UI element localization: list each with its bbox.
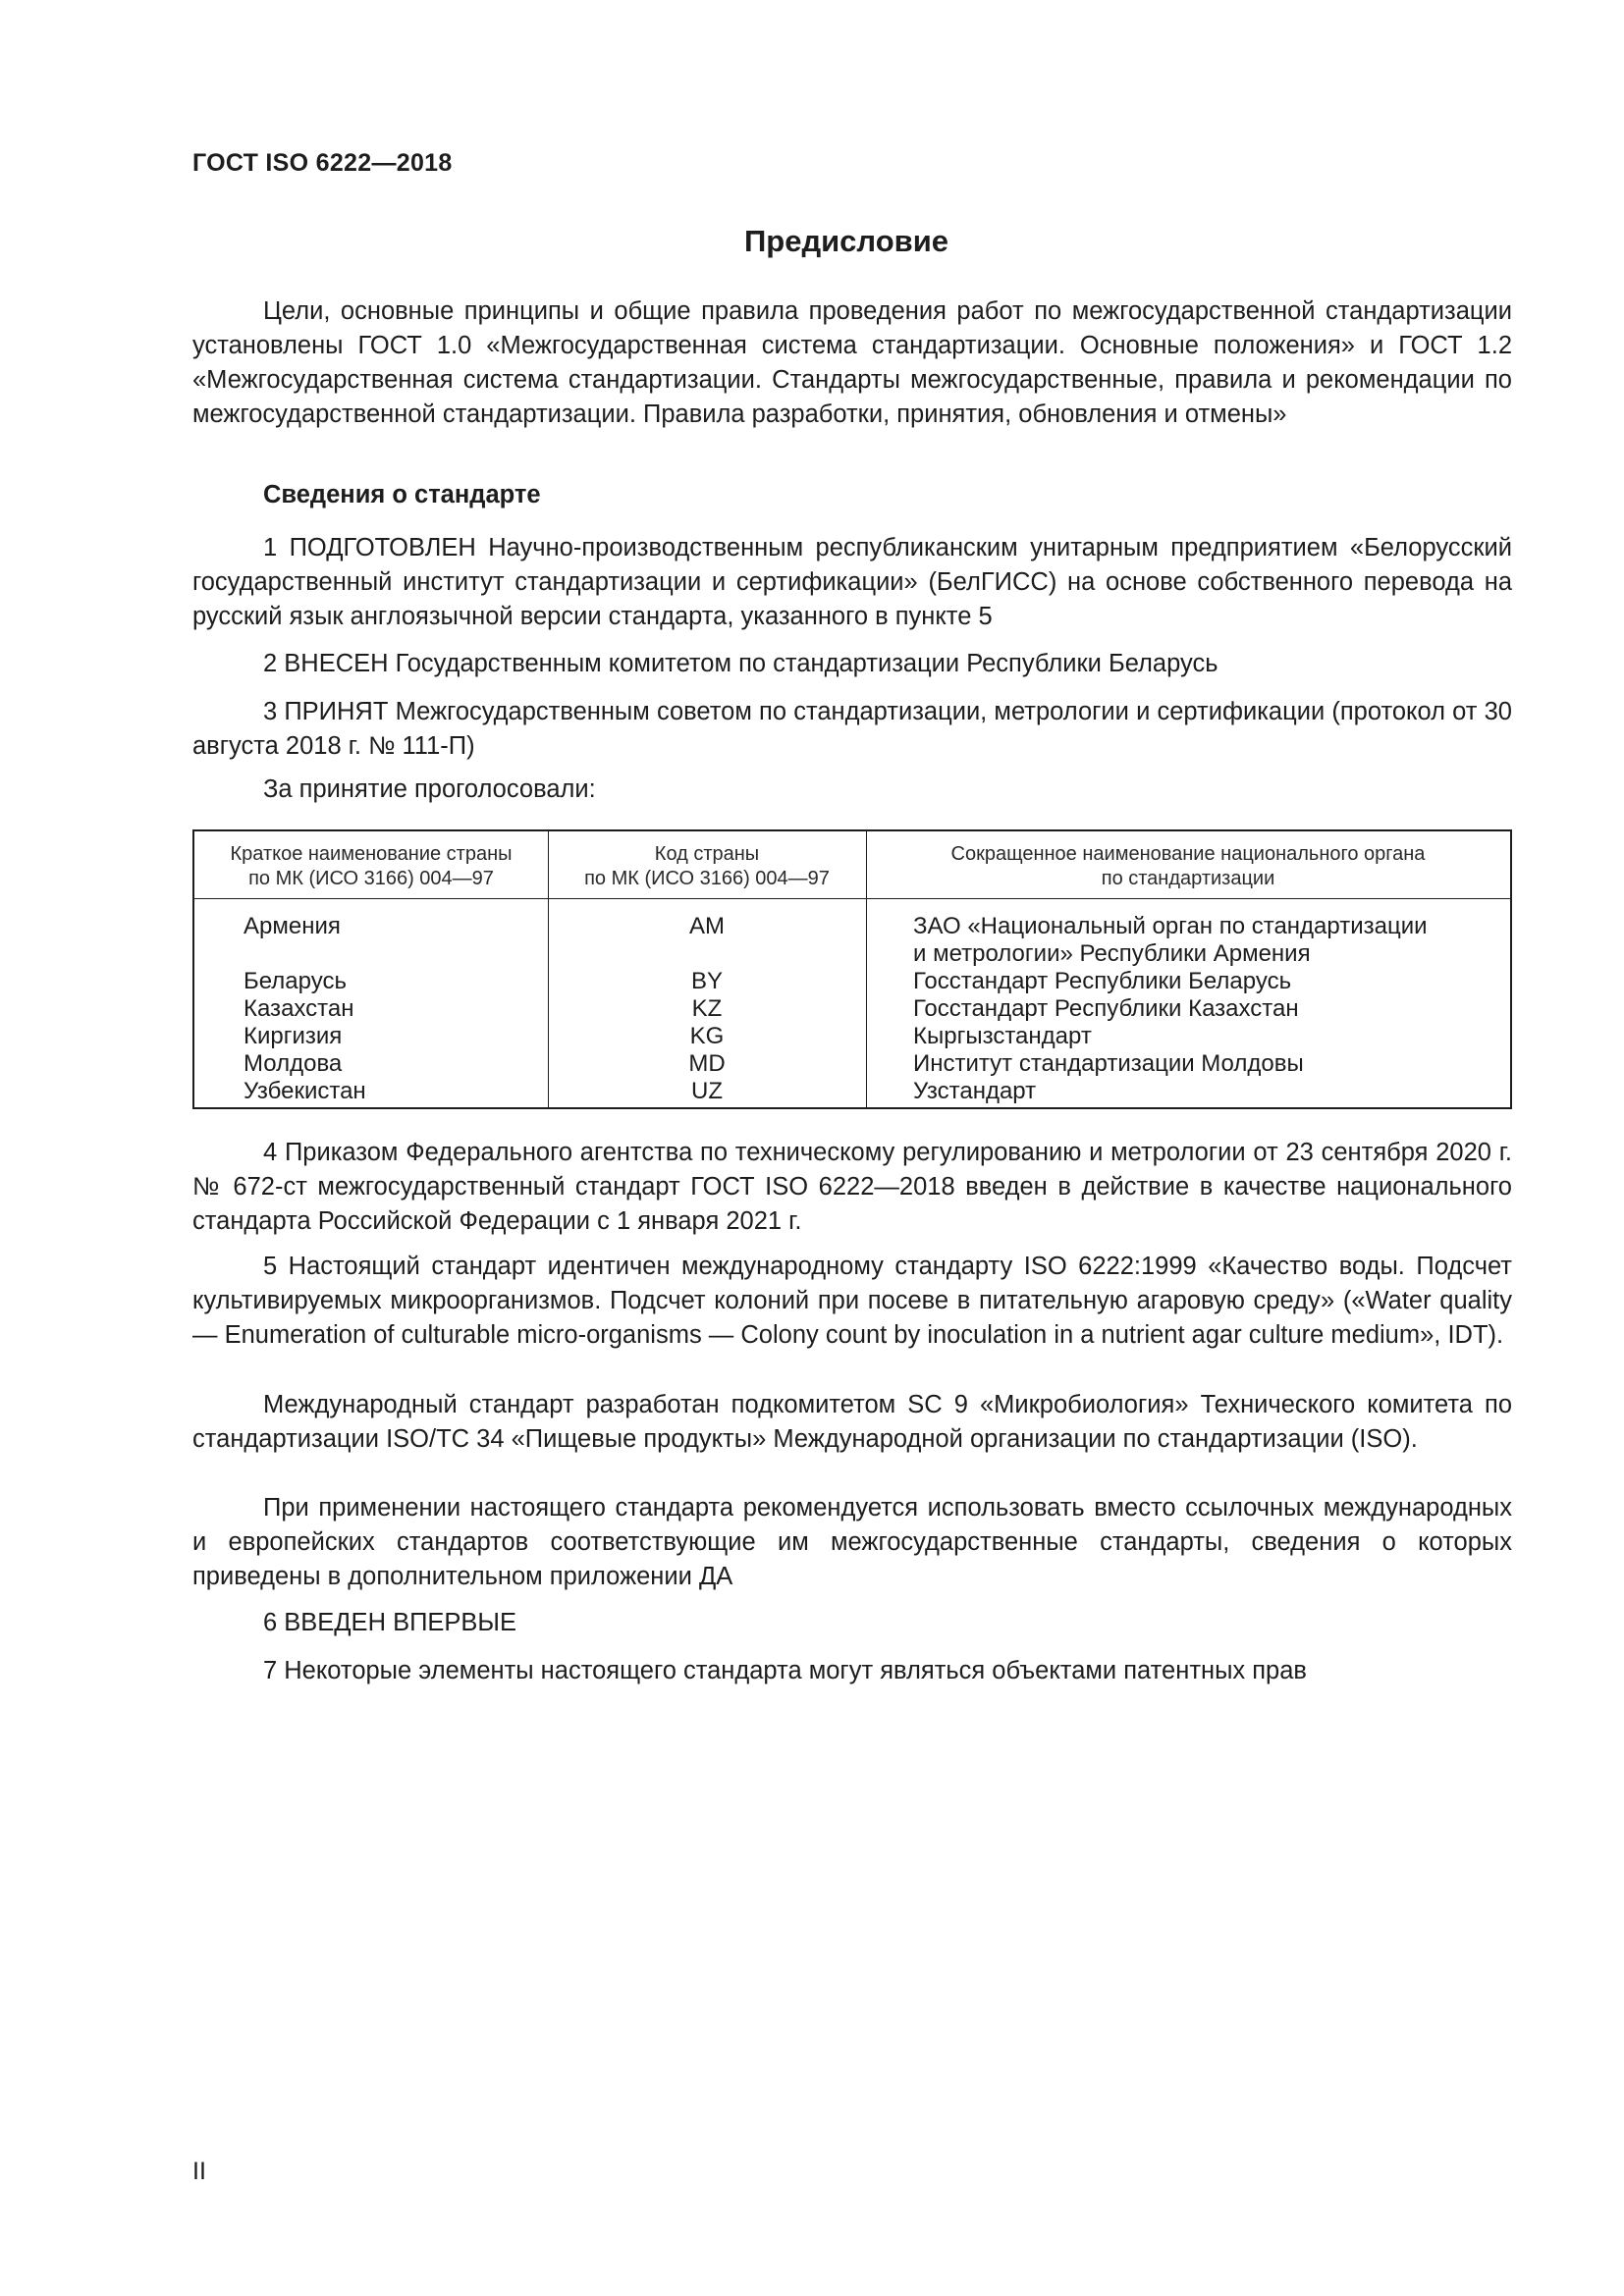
voters-label: За принятие проголосовали:: [263, 775, 596, 803]
table-header-country: Краткое наименование страны по МК (ИСО 3166) 004—97: [230, 843, 513, 889]
item-7-paragraph: 7 Некоторые элементы настоящего стандарта могут являться объектами патентных прав: [263, 1657, 1307, 1684]
item-4-paragraph: 4 Приказом Федерального агентства по техническому регулированию и метрологии от 23 сентября 2020 г. № 672-ст межгосударственный стандарт ГОСТ ISO 6222—2018 введен в действие в качестве национального стандарта Российской Федерации с 1 января 2021 г.: [192, 1139, 1512, 1235]
table-cell-country: Беларусь: [244, 968, 347, 994]
table-header-divider: [194, 898, 1510, 899]
table-cell-country: Армения: [244, 913, 341, 939]
body-column: [913, 913, 1428, 1105]
table-cell-body: Госстандарт Республики Казахстан: [913, 995, 1299, 1022]
table-cell-country: Узбекистан: [244, 1078, 366, 1104]
info-heading: Сведения о стандарте: [263, 481, 541, 508]
table-header-body: Сокращенное наименование национального органа по стандартизации: [950, 843, 1426, 889]
page-title: Предисловие: [743, 224, 948, 258]
item-1-paragraph: 1 ПОДГОТОВЛЕН Научно-производственным республиканским унитарным предприятием «Белорусский государственный институт стандартизации и сертификации» (БелГИСС) на основе собственного перевода на русский язык англоязычной версии стандарта, указанного в пункте 5: [192, 534, 1512, 630]
table-cell-body: и метрологии» Республики Армения: [913, 940, 1311, 967]
table-cell-body: Госстандарт Республики Беларусь: [913, 968, 1292, 994]
voting-table: [192, 829, 1512, 1109]
table-cell-code: UZ: [691, 1078, 723, 1104]
code-column: [548, 913, 866, 1105]
intro-paragraph: Цели, основные принципы и общие правила проведения работ по межгосударственной стандартизации установлены ГОСТ 1.0 «Межгосударственная система стандартизации. Основные положения» и ГОСТ 1.2 «Межгосударственная система стандартизации. Стандарты межгосударственные, правила и рекомендации по межгосударственной стандартизации. Правила разработки, принятия, обновления и отмены»: [192, 297, 1512, 428]
table-cell-code: AM: [689, 913, 725, 939]
table-cell-country: Казахстан: [244, 995, 354, 1022]
country-column: [244, 913, 366, 1105]
item-5-paragraph-3: При применении настоящего стандарта рекомендуется использовать вместо ссылочных международных и европейских стандартов соответствующие им межгосударственные стандарты, сведения о которых приведены в дополнительном приложении ДА: [192, 1494, 1512, 1590]
item-2-paragraph: 2 ВНЕСЕН Государственным комитетом по стандартизации Республики Беларусь: [263, 650, 1218, 677]
table-cell-code: MD: [688, 1050, 726, 1077]
table-cell-body: Кыргызстандарт: [913, 1023, 1092, 1049]
document-code: ГОСТ ISO 6222—2018: [192, 149, 453, 177]
table-cell-code: BY: [690, 968, 723, 994]
table-cell-body: Институт стандартизации Молдовы: [913, 1050, 1304, 1077]
item-5-paragraph: 5 Настоящий стандарт идентичен международному стандарту ISO 6222:1999 «Качество воды. Подсчет культивируемых микроорганизмов. Подсчет колоний при посеве в питательную агаровую среду» («Water quality — Enumeration of culturable micro-organisms — Colony count by inoculation in a nutrient agar culture medium», IDT).: [192, 1253, 1512, 1349]
table-cell-country: Молдова: [244, 1050, 343, 1077]
table-header-code: Код страны по МК (ИСО 3166) 004—97: [584, 843, 830, 889]
item-3-paragraph: 3 ПРИНЯТ Межгосударственным советом по стандартизации, метрологии и сертификации (протокол от 30 августа 2018 г. № 111-П): [192, 698, 1512, 760]
table-cell-body: ЗАО «Национальный орган по стандартизации: [913, 913, 1428, 939]
page-number: II: [192, 2158, 206, 2185]
table-cell-code: KG: [689, 1023, 725, 1049]
item-6-paragraph: 6 ВВЕДЕН ВПЕРВЫЕ: [263, 1609, 517, 1636]
table-cell-country: Киргизия: [244, 1023, 343, 1049]
table-cell-body: Узстандарт: [913, 1078, 1037, 1104]
item-5-paragraph-2: Международный стандарт разработан подкомитетом SC 9 «Микробиология» Технического комитета по стандартизации ISO/TC 34 «Пищевые продукты» Международной организации по стандартизации (ISO).: [192, 1391, 1512, 1453]
table-cell-code: KZ: [691, 995, 723, 1022]
